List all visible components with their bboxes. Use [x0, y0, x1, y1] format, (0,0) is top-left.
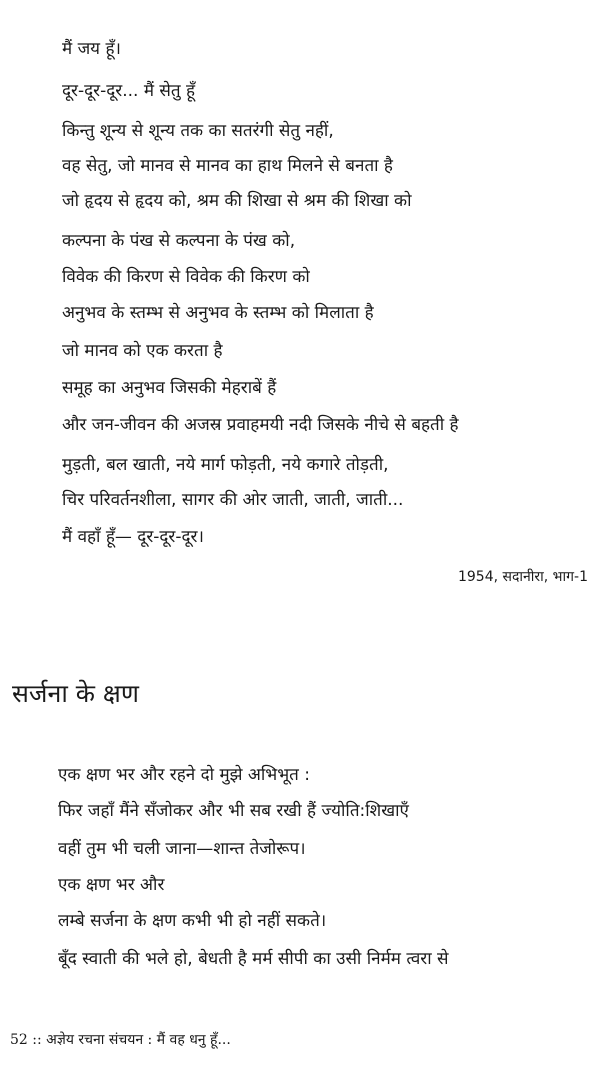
poem-line: मुड़ती, बल खाती, नये मार्ग फोड़ती, नये कगारे तोड़ती,	[62, 455, 389, 475]
poem-line: जो मानव को एक करता है	[62, 341, 223, 361]
poem-title: सर्जना के क्षण	[12, 679, 139, 708]
poem-line: वहीं तुम भी चली जाना—शान्त तेजोरूप।	[58, 839, 306, 859]
poem-line: एक क्षण भर और	[58, 875, 165, 895]
poem-line: लम्बे सर्जना के क्षण कभी भी हो नहीं सकते।	[58, 911, 327, 931]
poem-line: कल्पना के पंख से कल्पना के पंख को,	[62, 231, 296, 251]
poem-citation: 1954, सदानीरा, भाग-1	[457, 569, 588, 585]
poem-line: मैं वहाँ हूँ— दूर-दूर-दूर।	[62, 527, 204, 547]
poem-line: विवेक की किरण से विवेक की किरण को	[62, 267, 310, 287]
poem-line: वह सेतु, जो मानव से मानव का हाथ मिलने से बनता है	[62, 156, 393, 176]
poem-line: दूर-दूर-दूर... मैं सेतु हूँ	[62, 81, 196, 101]
page-footer: 52 :: अज्ञेय रचना संचयन : मैं वह धनु हूँ...	[10, 1032, 231, 1048]
poem-line: किन्तु शून्य से शून्य तक का सतरंगी सेतु नहीं,	[62, 121, 334, 141]
poem-line: समूह का अनुभव जिसकी मेहराबें हैं	[62, 378, 277, 398]
poem-line: चिर परिवर्तनशीला, सागर की ओर जाती, जाती, जाती...	[62, 490, 404, 510]
poem-line: जो हृदय से हृदय को, श्रम की शिखा से श्रम की शिखा को	[62, 191, 412, 211]
poem-line: अनुभव के स्तम्भ से अनुभव के स्तम्भ को मिलाता है	[62, 303, 374, 323]
poem-line: बूँद स्वाती की भले हो, बेधती है मर्म सीपी का उसी निर्मम त्वरा से	[58, 949, 449, 969]
poem-line: फिर जहाँ मैंने सँजोकर और भी सब रखी हैं ज्योति:शिखाएँ	[58, 801, 409, 821]
poem-line: मैं जय हूँ।	[62, 39, 121, 59]
poem-line: एक क्षण भर और रहने दो मुझे अभिभूत :	[58, 765, 310, 785]
poem-line: और जन-जीवन की अजस्र प्रवाहमयी नदी जिसके नीचे से बहती है	[62, 415, 459, 435]
